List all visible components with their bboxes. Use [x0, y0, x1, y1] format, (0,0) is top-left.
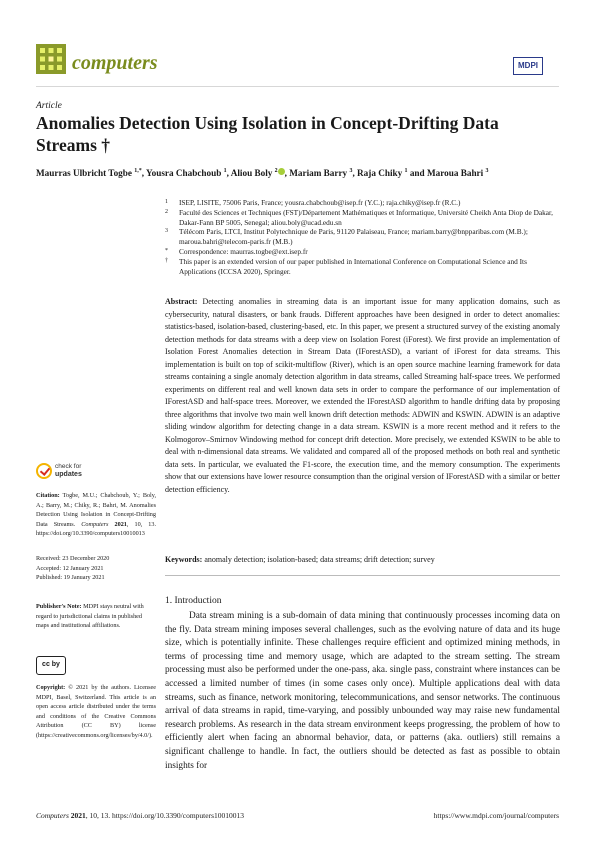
citation-volume: , 10, 13.: [126, 520, 157, 528]
footer-citation: [36, 811, 244, 820]
author-sup: 1: [223, 168, 227, 174]
author-name: Maurras Ulbricht Togbe: [36, 168, 132, 179]
article-title: Anomalies Detection Using Isolation in Concept-Drifting Data Streams †: [36, 113, 499, 155]
abstract-label: Abstract:: [165, 297, 198, 306]
author-sup: 2: [274, 168, 278, 174]
author-name: Maroua Bahri: [426, 168, 484, 179]
correspondence-item: [165, 247, 555, 257]
journal-logo-icon: [36, 44, 66, 74]
cc-license-badge[interactable]: cc by: [36, 656, 66, 675]
copyright-text: © 2021 by the authors. Licensee MDPI, Basel, Switzerland. This article is an open access article distributed under the terms and conditions of the Creative Commons Attribution (CC BY) license (https://creativecommons.org/licenses/by/4.0/).: [36, 684, 157, 739]
citation-doi-link[interactable]: https://doi.org/10.3390/computers10010013: [36, 530, 145, 537]
copyright-block: [36, 683, 156, 740]
citation-journal: Computers: [81, 520, 109, 528]
article-type: Article: [36, 101, 62, 111]
introduction-text: Data stream mining is a sub-domain of data mining that continuously processes incoming data on the fly. Data stream mining imposes several challenges, such as the evolving nature of data and its huge size, which is potentially infinite. These challenges require efficient and optimized mining methods, in terms of processing time and memory usage, which are adapted to the stream setting. The stream processing must also be performed under the one-pass, aka. single pass, constraint where instances can be accessed a limited number of times (in some cases only once). Multiple applications deal with data streams, such as finance, network monitoring, telecommunications, and sensor networks. The continuous arrival of data streams in rapid, time-varying, and possibly unbounded way may raise new fundamental research problems. As research in the data stream environment keeps progressing, the problem of how to efficiently alert when facing an abnormal behavior, data, or patterns (aka. outliers) still remains a significant challenge to handle. In fact, the outliers should be detected as fast as possible to obtain insights for: [165, 611, 560, 771]
footnote-text: This paper is an extended version of our paper published in International Conference on Computational Science and Its Applications (ICCSA 2020), Springer.: [179, 256, 527, 276]
keywords-label: Keywords:: [165, 555, 203, 564]
affiliation-mark: †: [165, 257, 168, 264]
abstract: [165, 296, 560, 496]
journal-name: computers: [72, 52, 158, 74]
check-updates-line1: check for: [55, 463, 82, 470]
affiliation-mark: 3: [165, 228, 168, 235]
author-name: Raja Chiky: [357, 168, 403, 179]
affiliation-item: [165, 198, 555, 208]
author-sup: 3: [349, 168, 353, 174]
copyright-label: Copyright:: [36, 684, 66, 691]
affiliation-mark: 1: [165, 199, 168, 205]
received-date: Received: 23 December 2020: [36, 555, 110, 562]
affiliation-item: [165, 227, 555, 247]
author-sup: 1,*: [134, 168, 142, 174]
affiliation-text: Télécom Paris, LTCI, Institut Polytechnique de Paris, 91120 Palaiseau, France; mariam.barry@bnpparibas.com (M.B.); maroua.bahri@telecom-paris.fr (M.B.): [179, 227, 528, 247]
check-updates-icon: [36, 463, 52, 479]
author-name: Aliou Boly: [230, 168, 273, 179]
citation-block: [36, 491, 156, 539]
abstract-text: Detecting anomalies in streaming data is an important issue for many application domains, such as cybersecurity, natural disasters, or bank frauds. Different approaches have been designed in order to detect anomalies: statistics-based, isolation-based, clustering-based, etc. In this paper, we present a structured survey of the existing anomaly detection methods for data streams with a deep view on Isolation Forest (iForest). We first provide an implementation of Isolation Forest Anomalies detection in Stream Data (IForestASD), a variant of iForest for data streams. This implementation is built on top of scikit-multiflow (River), which is an open source machine learning framework for data streams containing a single anomaly detection algorithm in data streams, called Streaming half-space trees. We performed experiments on different real and well known data sets in order to compare the performance of our implementation of IForestASD and half-space trees. Moreover, we extended the IForestASD algorithm to handle drifting data by proposing three algorithms that involve two main well known drift detection methods: ADWIN and KSWIN. ADWIN is an adaptive sliding window algorithm for detecting change in a data stream. KSWIN is a more recent method and it refers to the Kolmogorov–Smirnov Windowing method for concept drift detection. More precisely, we extended KSWIN to be able to deal with n-dimensional data streams. We validated and compared all of the proposed methods on both real and synthetic data sets. In particular, we evaluated the F1-score, the execution time, and the memory consumption. The experiments show that our extensions have lower resource consumption than the original version of IForestASD with a similar or better detection efficiency.: [165, 297, 561, 494]
publisher-note: [36, 602, 156, 631]
author-list: Maurras Ulbricht Togbe $^{1,*}$, Yousra Chabchoub $^1$, Aliou Boly $^2$ , Mariam Barry $^3$, Raja Chiky $^1$ and Maroua Bahri $^3$: [36, 168, 489, 179]
citation-label: Citation:: [36, 492, 60, 499]
affiliation-mark: *: [165, 247, 168, 254]
header-divider: [36, 86, 559, 87]
publisher-note-label: Publisher's Note:: [36, 603, 82, 610]
published-date: Published: 19 January 2021: [36, 574, 105, 581]
footer-year: 2021: [70, 811, 86, 820]
affiliation-text: ISEP, LISITE, 75006 Paris, France; yousra.chabchoub@isep.fr (Y.C.); raja.chiky@isep.fr (R.C.): [179, 198, 461, 207]
affiliation-mark: 2: [165, 208, 168, 215]
keywords-text: anomaly detection; isolation-based; data streams; drift detection; survey: [204, 555, 435, 564]
authors-and: and: [409, 168, 425, 179]
mdpi-logo: MDPI: [513, 57, 543, 75]
keywords-divider: [165, 575, 560, 576]
check-for-updates-button[interactable]: [36, 463, 136, 483]
citation-year: 2021: [114, 520, 127, 528]
footer-url-link[interactable]: https://www.mdpi.com/journal/computers: [433, 811, 559, 820]
author-sup: 3: [485, 168, 489, 174]
correspondence-text: Correspondence: maurras.togbe@ext.isep.fr: [179, 246, 308, 256]
author-name: Yousra Chabchoub: [146, 168, 222, 179]
keywords: [165, 555, 560, 564]
author-name: Mariam Barry: [289, 168, 348, 179]
check-updates-line2: updates: [55, 470, 82, 478]
publisher-note-text: MDPI stays neutral with regard to jurisdictional claims in published maps and institutional affiliations.: [36, 603, 144, 629]
footnote-item: [165, 257, 555, 277]
citation-text: Togbe, M.U.; Chabchoub, Y.; Boly, A.; Barry, M.; Chiky, R.; Bahri, M. Anomalies Detection Using Isolation in Concept-Drifting Data Streams.: [36, 492, 156, 528]
accepted-date: Accepted: 12 January 2021: [36, 564, 104, 572]
check-updates-label: [55, 463, 82, 478]
affiliation-text: Faculté des Sciences et Techniques (FST)/Département Mathématiques et Informatique, Université Cheikh Anta Diop de Dakar, Dakar-Fann BP 5005, Senegal; aliou.boly@ucad.edu.sn: [179, 207, 553, 227]
affiliation-item: [165, 208, 555, 228]
footer-doi[interactable]: , 10, 13. https://doi.org/10.3390/computers10010013: [85, 811, 244, 820]
orcid-icon[interactable]: [278, 168, 285, 175]
footer-journal: Computers: [36, 811, 69, 820]
affiliations: [165, 198, 555, 276]
author-sup: 1: [404, 168, 408, 174]
section-heading: 1. Introduction: [165, 596, 222, 606]
dates-block: [36, 554, 156, 583]
